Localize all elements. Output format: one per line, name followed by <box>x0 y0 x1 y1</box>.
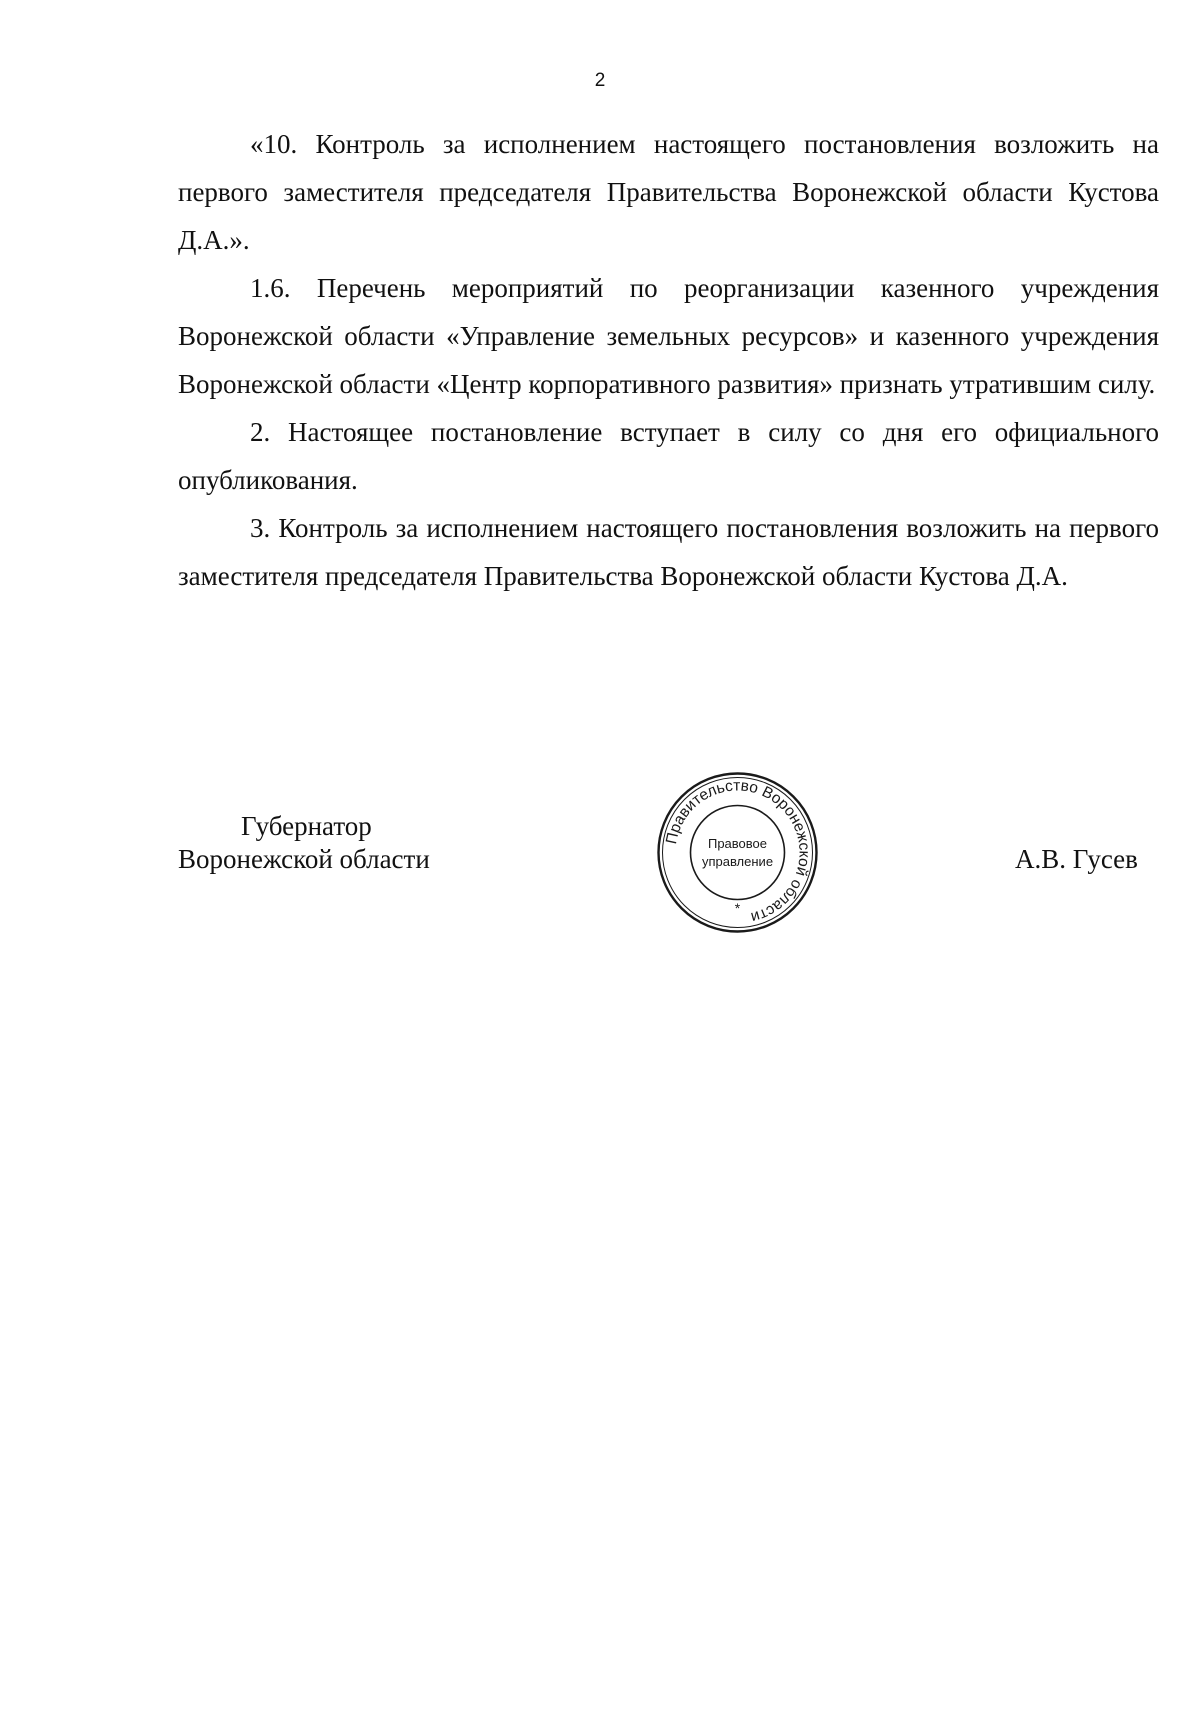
seal-graphic <box>655 770 820 935</box>
signatory-title-line2: Воронежской области <box>178 844 430 874</box>
page-number: 2 <box>594 70 606 91</box>
official-seal-stamp <box>655 770 820 935</box>
seal-center-line1: Правовое <box>707 836 768 851</box>
seal-ring-text: Правительство Воронежской области <box>663 777 813 926</box>
seal-star-mark: * <box>734 900 741 916</box>
seal-center-line2: управление <box>701 854 774 869</box>
document-body <box>178 120 1159 600</box>
paragraph-item-2: 2. Настоящее постановление вступает в силу со дня его официального опубликования. <box>178 417 1159 495</box>
signatory-title-line1: Губернатор <box>241 811 372 841</box>
signatory-name: А.В. Гусев <box>1015 844 1138 874</box>
signatory-title <box>178 810 430 876</box>
seal-inner-ring <box>691 806 785 900</box>
paragraph-item-10-amendment: «10. Контроль за исполнением настоящего постановления возложить на первого заместителя председателя Правительства Воронежской области Кустова Д.А.». <box>178 129 1159 255</box>
paragraph-item-1-6: 1.6. Перечень мероприятий по реорганизации казенного учреждения Воронежской области «Управление земельных ресурсов» и казенного учреждения Воронежской области «Центр корпоративного развития» признать утратившим силу. <box>178 273 1159 399</box>
paragraph-item-3: 3. Контроль за исполнением настоящего постановления возложить на первого заместителя председателя Правительства Воронежской области Кустова Д.А. <box>178 513 1159 591</box>
